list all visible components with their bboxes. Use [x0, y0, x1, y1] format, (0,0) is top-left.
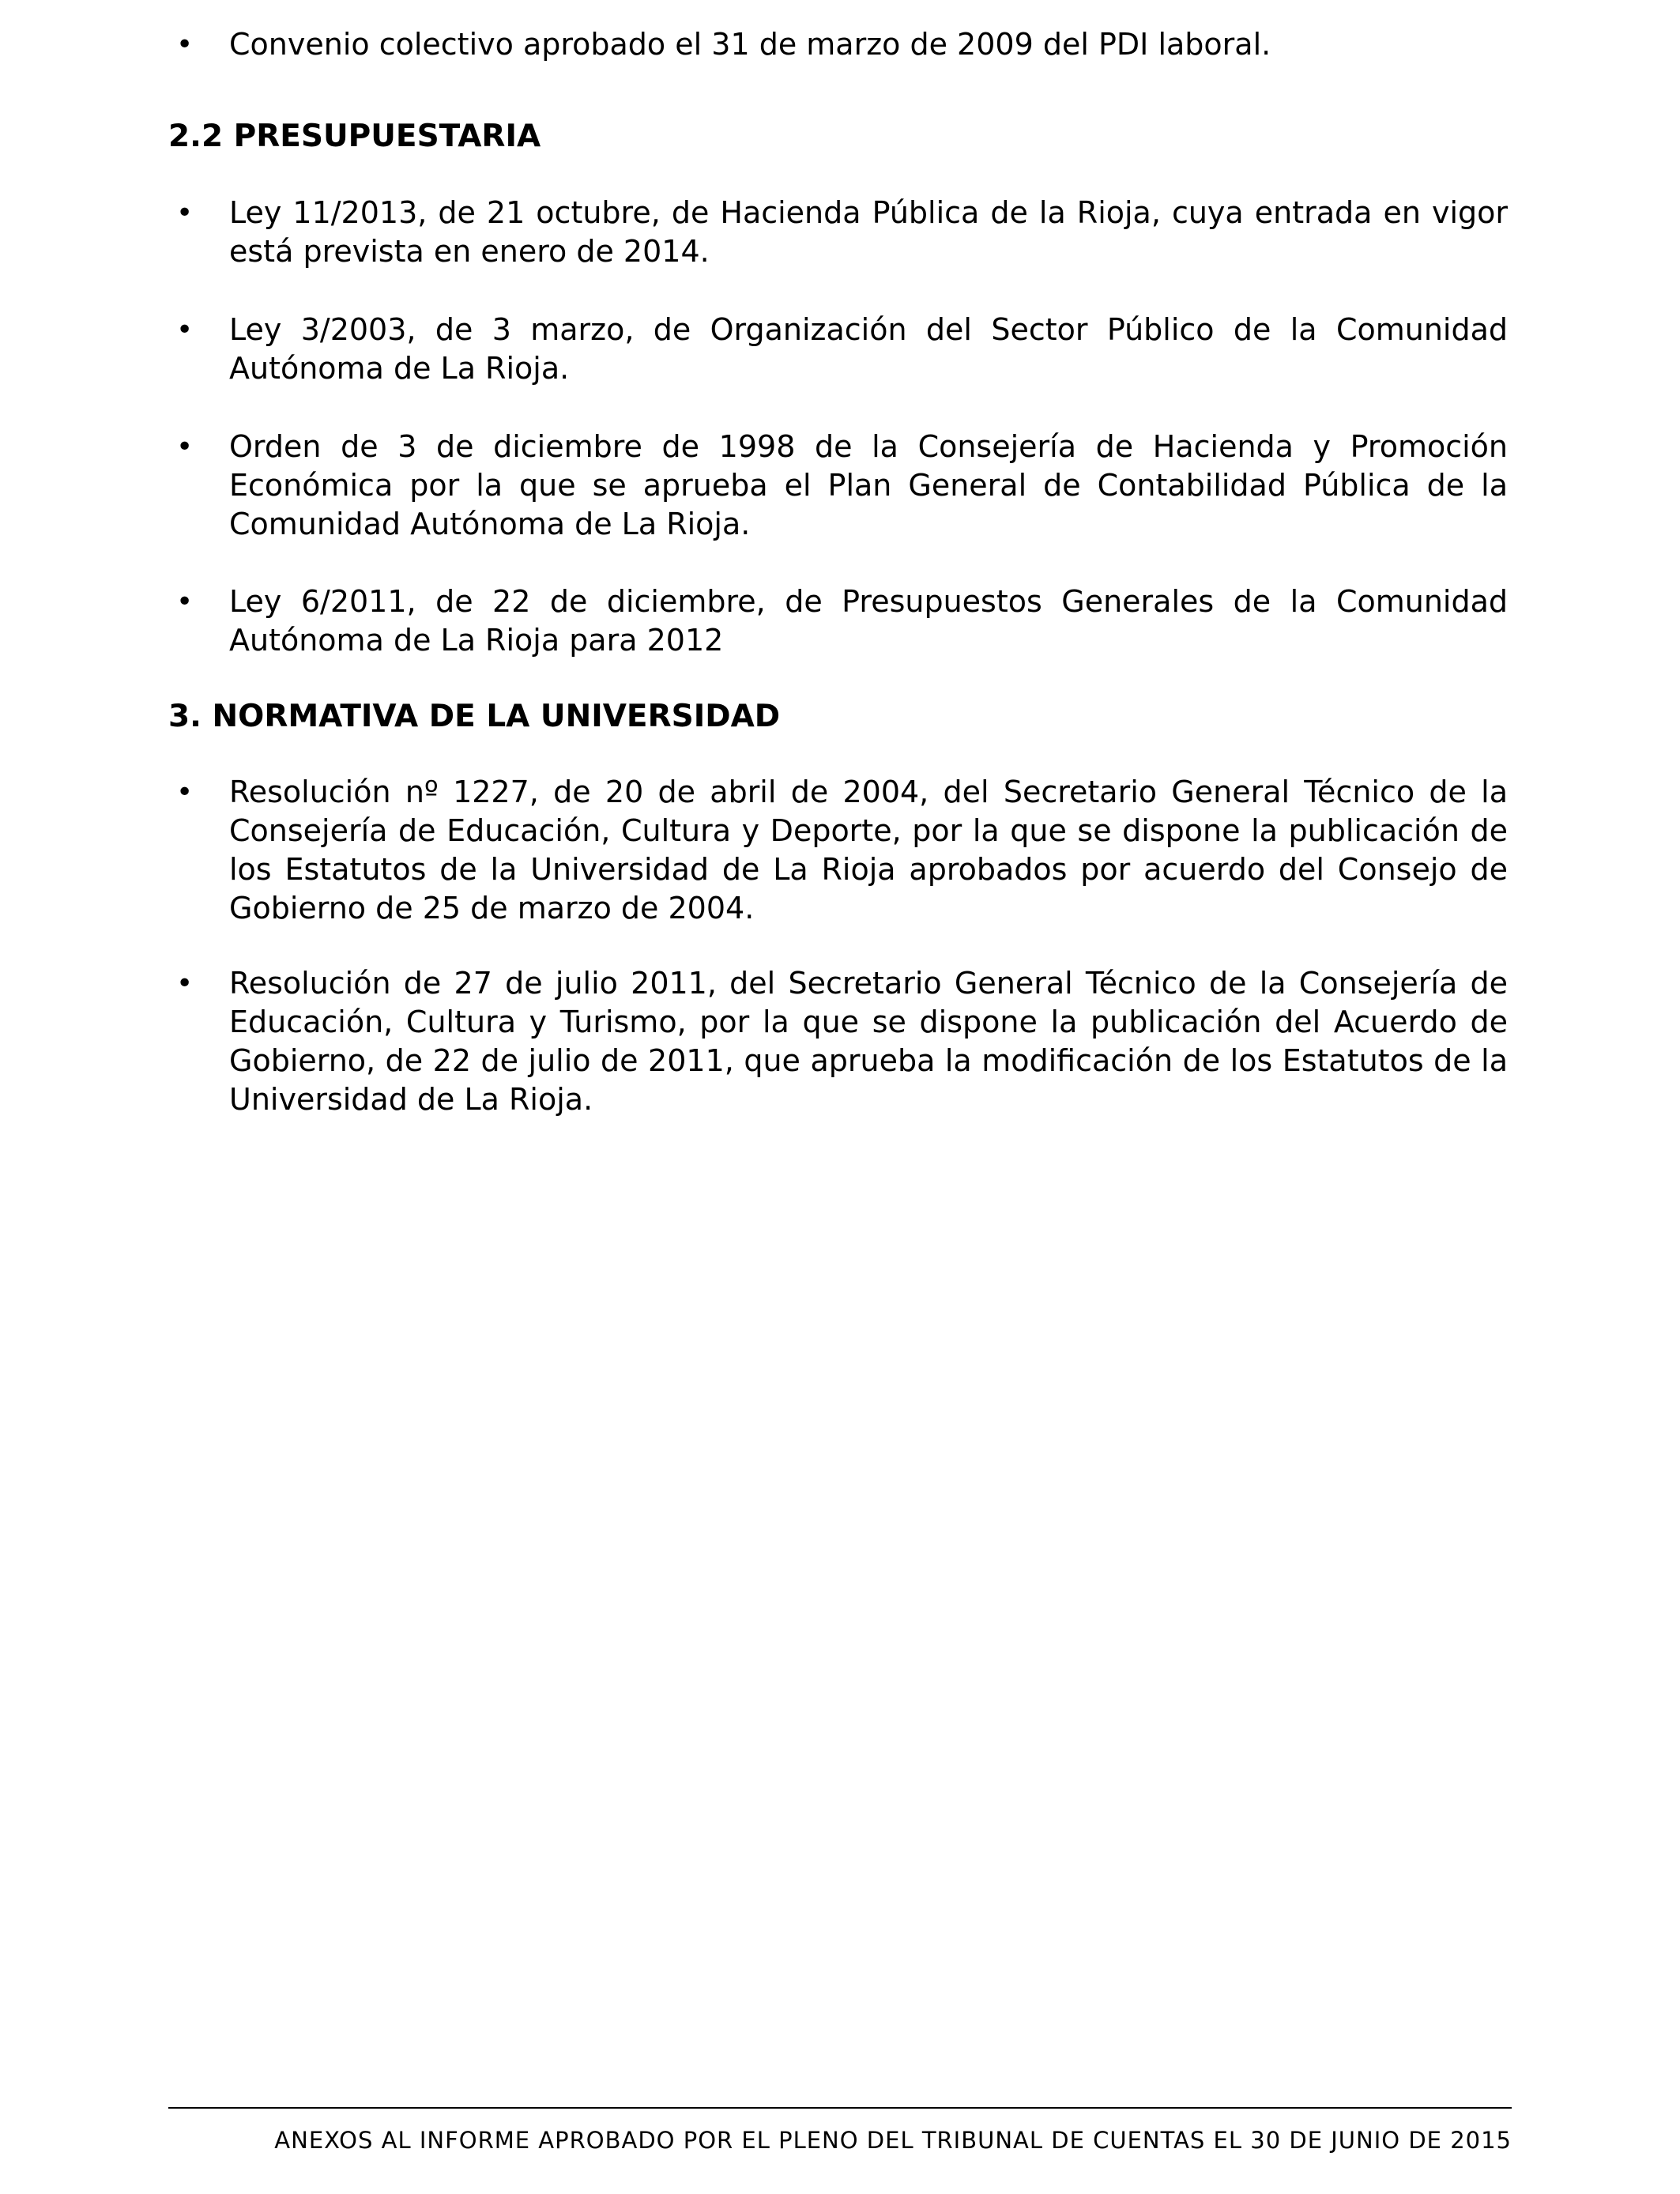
list-item — [168, 194, 1508, 271]
bullet-icon: • — [176, 967, 194, 1000]
bullet-icon: • — [176, 28, 194, 61]
list-item-text: Orden de 3 de diciembre de 1998 de la Consejería de Hacienda y Promoción Económica por la que se aprueba el Plan General de Contabilidad Pública de la Comunidad Autónoma de La Rioja. — [229, 429, 1508, 541]
list-item — [168, 773, 1508, 928]
bullet-icon: • — [176, 431, 194, 463]
list-item-text: Resolución de 27 de julio 2011, del Secretario General Técnico de la Consejería de Educación, Cultura y Turismo, por la que se dispone la publicación del Acuerdo de Gobierno, de 22 de julio de 2011, que aprueba la modificación de los Estatutos de la Universidad de La Rioja. — [229, 966, 1508, 1117]
footer-divider — [168, 2107, 1512, 2109]
bullet-icon: • — [176, 314, 194, 346]
page-footer: ANEXOS AL INFORME APROBADO POR EL PLENO DEL TRIBUNAL DE CUENTAS EL 30 DE JUNIO DE 2015 — [274, 2127, 1512, 2154]
list-item — [168, 311, 1508, 388]
list-item-text: Ley 11/2013, de 21 octubre, de Hacienda Pública de la Rioja, cuya entrada en vigor está prevista en enero de 2014. — [229, 195, 1508, 269]
bullet-icon: • — [176, 776, 194, 809]
bullet-icon: • — [176, 197, 194, 229]
list-item-text: Ley 3/2003, de 3 marzo, de Organización del Sector Público de la Comunidad Autónoma de La Rioja. — [229, 312, 1508, 386]
list-item-text: Ley 6/2011, de 22 de diciembre, de Presupuestos Generales de la Comunidad Autónoma de La Rioja para 2012 — [229, 584, 1508, 658]
list-item — [168, 582, 1508, 660]
list-item — [168, 25, 1508, 64]
section-heading-presupuestaria: 2.2 PRESUPUESTARIA — [168, 119, 541, 154]
list-item-text: Resolución nº 1227, de 20 de abril de 2004, del Secretario General Técnico de la Consejería de Educación, Cultura y Deporte, por la que se dispone la publicación de los Estatutos de la Universidad de La Rioja aprobados por acuerdo del Consejo de Gobierno de 25 de marzo de 2004. — [229, 775, 1508, 925]
section-heading-universidad: 3. NORMATIVA DE LA UNIVERSIDAD — [168, 699, 781, 734]
list-item — [168, 428, 1508, 544]
bullet-icon: • — [176, 586, 194, 618]
list-item-text: Convenio colectivo aprobado el 31 de marzo de 2009 del PDI laboral. — [229, 27, 1271, 62]
list-item — [168, 964, 1508, 1119]
